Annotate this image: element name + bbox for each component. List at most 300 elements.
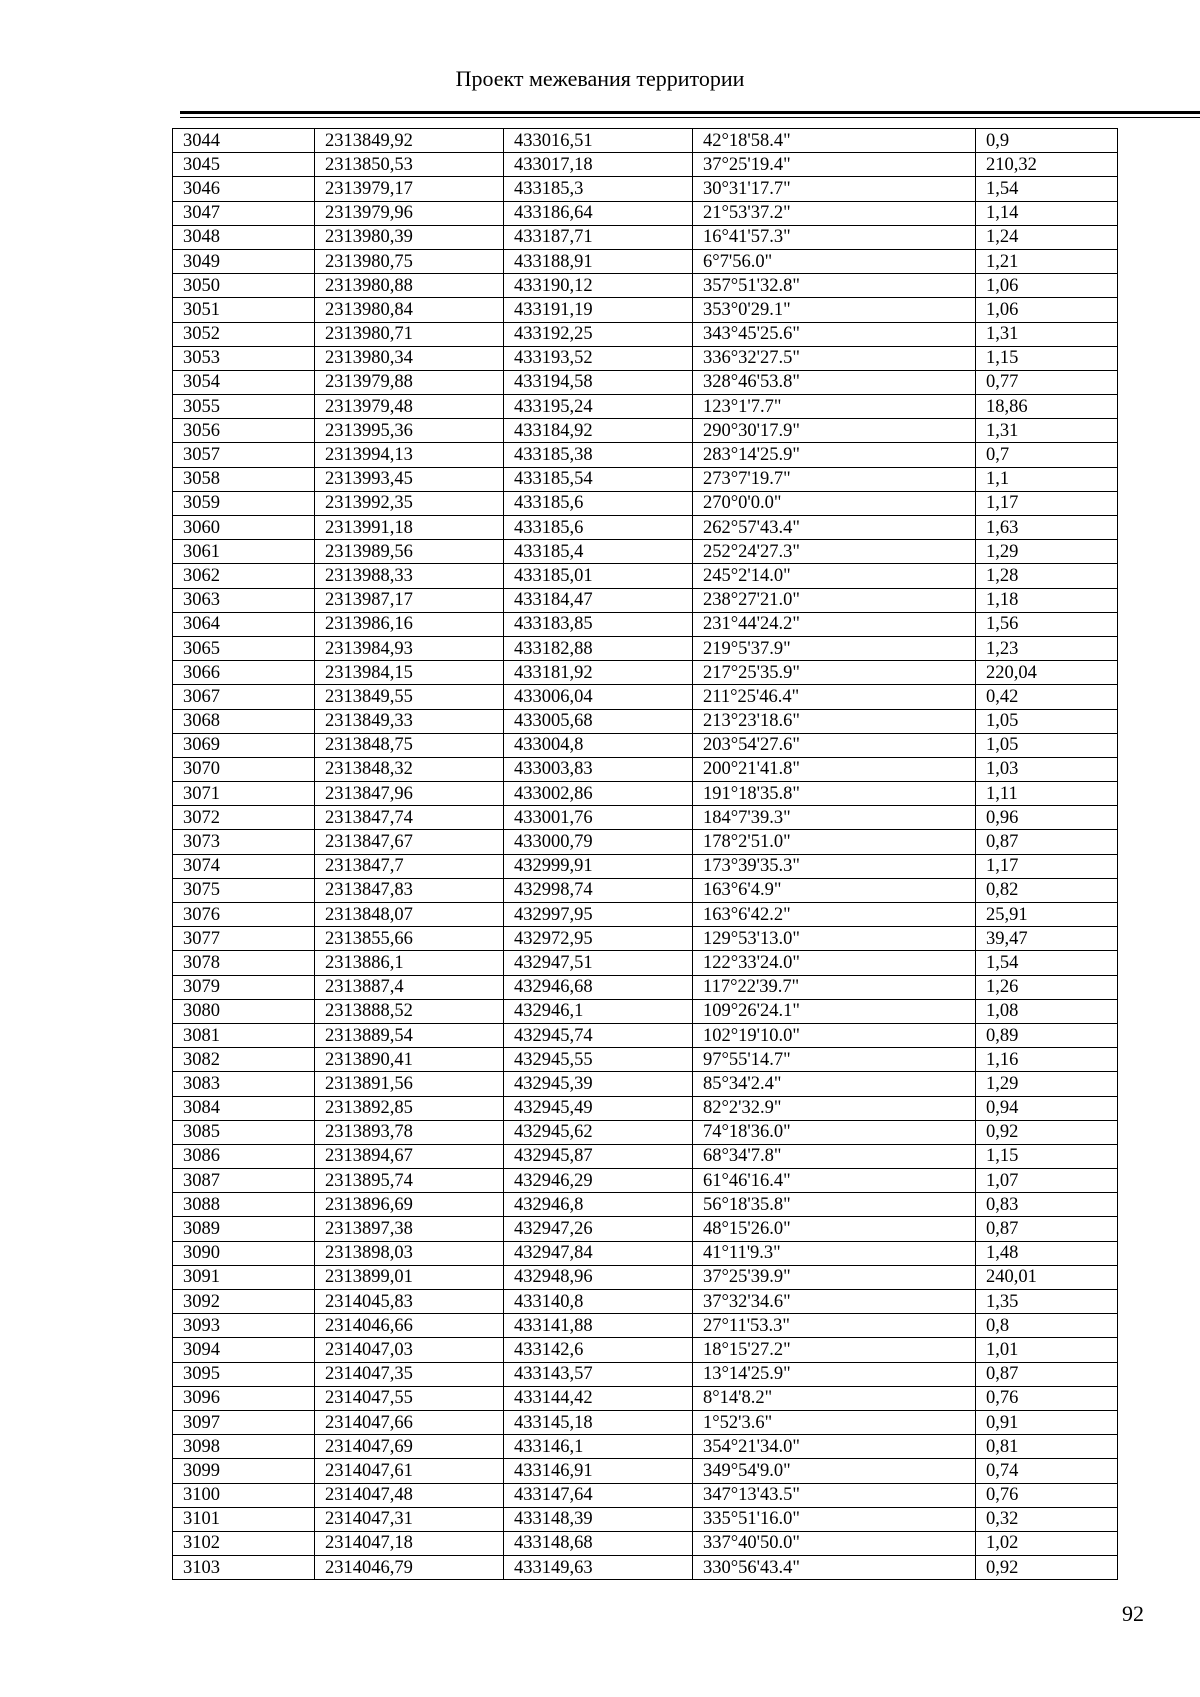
distance-cell: 1,29	[976, 540, 1118, 564]
distance-cell: 0,82	[976, 878, 1118, 902]
y-coordinate-cell: 432947,84	[504, 1241, 693, 1265]
point-number-cell: 3083	[173, 1072, 315, 1096]
direction-angle-cell: 283°14'25.9"	[693, 443, 976, 467]
distance-cell: 0,89	[976, 1023, 1118, 1047]
point-number-cell: 3098	[173, 1435, 315, 1459]
point-number-cell: 3080	[173, 999, 315, 1023]
distance-cell: 1,16	[976, 1048, 1118, 1072]
direction-angle-cell: 16°41'57.3"	[693, 225, 976, 249]
distance-cell: 0,92	[976, 1120, 1118, 1144]
table-row	[173, 1386, 1118, 1410]
table-row	[173, 806, 1118, 830]
y-coordinate-cell: 432945,49	[504, 1096, 693, 1120]
y-coordinate-cell: 433183,85	[504, 612, 693, 636]
direction-angle-cell: 68°34'7.8"	[693, 1144, 976, 1168]
x-coordinate-cell: 2313989,56	[315, 540, 504, 564]
y-coordinate-cell: 433142,6	[504, 1338, 693, 1362]
distance-cell: 0,87	[976, 1362, 1118, 1386]
direction-angle-cell: 85°34'2.4"	[693, 1072, 976, 1096]
direction-angle-cell: 336°32'27.5"	[693, 346, 976, 370]
y-coordinate-cell: 433146,91	[504, 1459, 693, 1483]
table-row	[173, 733, 1118, 757]
direction-angle-cell: 349°54'9.0"	[693, 1459, 976, 1483]
distance-cell: 1,07	[976, 1169, 1118, 1193]
direction-angle-cell: 37°32'34.6"	[693, 1290, 976, 1314]
distance-cell: 1,17	[976, 491, 1118, 515]
table-row	[173, 1483, 1118, 1507]
x-coordinate-cell: 2313890,41	[315, 1048, 504, 1072]
point-number-cell: 3065	[173, 636, 315, 660]
y-coordinate-cell: 432947,51	[504, 951, 693, 975]
direction-angle-cell: 61°46'16.4"	[693, 1169, 976, 1193]
x-coordinate-cell: 2313995,36	[315, 419, 504, 443]
y-coordinate-cell: 432945,39	[504, 1072, 693, 1096]
table-row	[173, 951, 1118, 975]
table-row	[173, 346, 1118, 370]
point-number-cell: 3068	[173, 709, 315, 733]
x-coordinate-cell: 2314047,31	[315, 1507, 504, 1531]
y-coordinate-cell: 433006,04	[504, 685, 693, 709]
y-coordinate-cell: 433145,18	[504, 1410, 693, 1434]
table-row	[173, 1556, 1118, 1580]
table-row	[173, 1531, 1118, 1555]
coordinates-table	[172, 128, 1118, 1580]
y-coordinate-cell: 433185,6	[504, 491, 693, 515]
point-number-cell: 3071	[173, 782, 315, 806]
x-coordinate-cell: 2313847,67	[315, 830, 504, 854]
y-coordinate-cell: 433187,71	[504, 225, 693, 249]
distance-cell: 0,96	[976, 806, 1118, 830]
direction-angle-cell: 290°30'17.9"	[693, 419, 976, 443]
x-coordinate-cell: 2313993,45	[315, 467, 504, 491]
y-coordinate-cell: 432946,8	[504, 1193, 693, 1217]
y-coordinate-cell: 432945,74	[504, 1023, 693, 1047]
x-coordinate-cell: 2313849,55	[315, 685, 504, 709]
direction-angle-cell: 328°46'53.8"	[693, 370, 976, 394]
point-number-cell: 3048	[173, 225, 315, 249]
y-coordinate-cell: 433190,12	[504, 274, 693, 298]
y-coordinate-cell: 433149,63	[504, 1556, 693, 1580]
direction-angle-cell: 48°15'26.0"	[693, 1217, 976, 1241]
x-coordinate-cell: 2313980,34	[315, 346, 504, 370]
distance-cell: 1,15	[976, 346, 1118, 370]
direction-angle-cell: 335°51'16.0"	[693, 1507, 976, 1531]
y-coordinate-cell: 432998,74	[504, 878, 693, 902]
distance-cell: 1,06	[976, 274, 1118, 298]
y-coordinate-cell: 432948,96	[504, 1265, 693, 1289]
point-number-cell: 3096	[173, 1386, 315, 1410]
point-number-cell: 3103	[173, 1556, 315, 1580]
point-number-cell: 3045	[173, 153, 315, 177]
distance-cell: 1,05	[976, 733, 1118, 757]
distance-cell: 1,54	[976, 951, 1118, 975]
point-number-cell: 3057	[173, 443, 315, 467]
y-coordinate-cell: 432972,95	[504, 927, 693, 951]
direction-angle-cell: 6°7'56.0"	[693, 249, 976, 273]
table-row	[173, 177, 1118, 201]
point-number-cell: 3050	[173, 274, 315, 298]
point-number-cell: 3079	[173, 975, 315, 999]
y-coordinate-cell: 433001,76	[504, 806, 693, 830]
direction-angle-cell: 219°5'37.9"	[693, 636, 976, 660]
x-coordinate-cell: 2313847,74	[315, 806, 504, 830]
distance-cell: 220,04	[976, 661, 1118, 685]
table-row	[173, 516, 1118, 540]
x-coordinate-cell: 2313893,78	[315, 1120, 504, 1144]
table-row	[173, 612, 1118, 636]
x-coordinate-cell: 2313888,52	[315, 999, 504, 1023]
point-number-cell: 3046	[173, 177, 315, 201]
y-coordinate-cell: 433182,88	[504, 636, 693, 660]
x-coordinate-cell: 2313849,33	[315, 709, 504, 733]
direction-angle-cell: 37°25'39.9"	[693, 1265, 976, 1289]
x-coordinate-cell: 2313899,01	[315, 1265, 504, 1289]
point-number-cell: 3049	[173, 249, 315, 273]
y-coordinate-cell: 433188,91	[504, 249, 693, 273]
point-number-cell: 3054	[173, 370, 315, 394]
distance-cell: 1,48	[976, 1241, 1118, 1265]
direction-angle-cell: 357°51'32.8"	[693, 274, 976, 298]
direction-angle-cell: 123°1'7.7"	[693, 395, 976, 419]
x-coordinate-cell: 2313980,71	[315, 322, 504, 346]
x-coordinate-cell: 2313889,54	[315, 1023, 504, 1047]
direction-angle-cell: 184°7'39.3"	[693, 806, 976, 830]
point-number-cell: 3075	[173, 878, 315, 902]
table-row	[173, 1096, 1118, 1120]
distance-cell: 1,54	[976, 177, 1118, 201]
distance-cell: 0,8	[976, 1314, 1118, 1338]
table-row	[173, 1169, 1118, 1193]
table-row	[173, 1144, 1118, 1168]
distance-cell: 1,21	[976, 249, 1118, 273]
table-row	[173, 564, 1118, 588]
y-coordinate-cell: 433195,24	[504, 395, 693, 419]
point-number-cell: 3055	[173, 395, 315, 419]
direction-angle-cell: 343°45'25.6"	[693, 322, 976, 346]
distance-cell: 0,32	[976, 1507, 1118, 1531]
table-row	[173, 153, 1118, 177]
y-coordinate-cell: 433193,52	[504, 346, 693, 370]
table-row	[173, 975, 1118, 999]
y-coordinate-cell: 432946,1	[504, 999, 693, 1023]
distance-cell: 18,86	[976, 395, 1118, 419]
direction-angle-cell: 8°14'8.2"	[693, 1386, 976, 1410]
distance-cell: 0,9	[976, 129, 1118, 153]
table-row	[173, 249, 1118, 273]
y-coordinate-cell: 432946,29	[504, 1169, 693, 1193]
direction-angle-cell: 102°19'10.0"	[693, 1023, 976, 1047]
point-number-cell: 3094	[173, 1338, 315, 1362]
y-coordinate-cell: 433003,83	[504, 757, 693, 781]
y-coordinate-cell: 433186,64	[504, 201, 693, 225]
point-number-cell: 3081	[173, 1023, 315, 1047]
point-number-cell: 3058	[173, 467, 315, 491]
y-coordinate-cell: 433005,68	[504, 709, 693, 733]
point-number-cell: 3067	[173, 685, 315, 709]
point-number-cell: 3073	[173, 830, 315, 854]
direction-angle-cell: 273°7'19.7"	[693, 467, 976, 491]
direction-angle-cell: 213°23'18.6"	[693, 709, 976, 733]
distance-cell: 1,23	[976, 636, 1118, 660]
y-coordinate-cell: 432945,55	[504, 1048, 693, 1072]
direction-angle-cell: 21°53'37.2"	[693, 201, 976, 225]
distance-cell: 0,92	[976, 1556, 1118, 1580]
distance-cell: 0,87	[976, 830, 1118, 854]
distance-cell: 1,28	[976, 564, 1118, 588]
x-coordinate-cell: 2313894,67	[315, 1144, 504, 1168]
direction-angle-cell: 200°21'41.8"	[693, 757, 976, 781]
table-row	[173, 927, 1118, 951]
direction-angle-cell: 18°15'27.2"	[693, 1338, 976, 1362]
x-coordinate-cell: 2314047,61	[315, 1459, 504, 1483]
table-row	[173, 636, 1118, 660]
table-row	[173, 854, 1118, 878]
direction-angle-cell: 191°18'35.8"	[693, 782, 976, 806]
y-coordinate-cell: 433185,54	[504, 467, 693, 491]
direction-angle-cell: 163°6'4.9"	[693, 878, 976, 902]
point-number-cell: 3099	[173, 1459, 315, 1483]
table-row	[173, 467, 1118, 491]
direction-angle-cell: 1°52'3.6"	[693, 1410, 976, 1434]
point-number-cell: 3051	[173, 298, 315, 322]
point-number-cell: 3091	[173, 1265, 315, 1289]
x-coordinate-cell: 2313848,75	[315, 733, 504, 757]
distance-cell: 0,81	[976, 1435, 1118, 1459]
distance-cell: 0,74	[976, 1459, 1118, 1483]
x-coordinate-cell: 2313849,92	[315, 129, 504, 153]
point-number-cell: 3059	[173, 491, 315, 515]
y-coordinate-cell: 433185,6	[504, 516, 693, 540]
x-coordinate-cell: 2313891,56	[315, 1072, 504, 1096]
x-coordinate-cell: 2313848,32	[315, 757, 504, 781]
direction-angle-cell: 122°33'24.0"	[693, 951, 976, 975]
table-row	[173, 395, 1118, 419]
x-coordinate-cell: 2313994,13	[315, 443, 504, 467]
direction-angle-cell: 97°55'14.7"	[693, 1048, 976, 1072]
y-coordinate-cell: 433017,18	[504, 153, 693, 177]
x-coordinate-cell: 2313895,74	[315, 1169, 504, 1193]
y-coordinate-cell: 433140,8	[504, 1290, 693, 1314]
point-number-cell: 3093	[173, 1314, 315, 1338]
table-row	[173, 1410, 1118, 1434]
point-number-cell: 3092	[173, 1290, 315, 1314]
x-coordinate-cell: 2313979,96	[315, 201, 504, 225]
x-coordinate-cell: 2313979,17	[315, 177, 504, 201]
header-rule-thin	[180, 117, 1200, 118]
point-number-cell: 3077	[173, 927, 315, 951]
table-row	[173, 1193, 1118, 1217]
x-coordinate-cell: 2313980,88	[315, 274, 504, 298]
x-coordinate-cell: 2313847,96	[315, 782, 504, 806]
y-coordinate-cell: 433185,01	[504, 564, 693, 588]
direction-angle-cell: 82°2'32.9"	[693, 1096, 976, 1120]
x-coordinate-cell: 2314047,48	[315, 1483, 504, 1507]
table-row	[173, 1120, 1118, 1144]
x-coordinate-cell: 2313992,35	[315, 491, 504, 515]
direction-angle-cell: 163°6'42.2"	[693, 903, 976, 927]
point-number-cell: 3060	[173, 516, 315, 540]
table-row	[173, 1507, 1118, 1531]
distance-cell: 1,29	[976, 1072, 1118, 1096]
distance-cell: 1,1	[976, 467, 1118, 491]
x-coordinate-cell: 2313979,48	[315, 395, 504, 419]
table-row	[173, 370, 1118, 394]
table-row	[173, 685, 1118, 709]
x-coordinate-cell: 2313847,83	[315, 878, 504, 902]
distance-cell: 0,87	[976, 1217, 1118, 1241]
point-number-cell: 3101	[173, 1507, 315, 1531]
y-coordinate-cell: 433185,3	[504, 177, 693, 201]
table-row	[173, 878, 1118, 902]
point-number-cell: 3097	[173, 1410, 315, 1434]
table-row	[173, 419, 1118, 443]
table-row	[173, 1338, 1118, 1362]
direction-angle-cell: 262°57'43.4"	[693, 516, 976, 540]
table-row	[173, 322, 1118, 346]
distance-cell: 39,47	[976, 927, 1118, 951]
y-coordinate-cell: 433184,92	[504, 419, 693, 443]
point-number-cell: 3064	[173, 612, 315, 636]
y-coordinate-cell: 433147,64	[504, 1483, 693, 1507]
y-coordinate-cell: 433185,38	[504, 443, 693, 467]
distance-cell: 1,17	[976, 854, 1118, 878]
direction-angle-cell: 270°0'0.0"	[693, 491, 976, 515]
y-coordinate-cell: 432947,26	[504, 1217, 693, 1241]
coordinates-table-body	[173, 129, 1118, 1580]
y-coordinate-cell: 433146,1	[504, 1435, 693, 1459]
distance-cell: 240,01	[976, 1265, 1118, 1289]
direction-angle-cell: 178°2'51.0"	[693, 830, 976, 854]
distance-cell: 0,76	[976, 1483, 1118, 1507]
point-number-cell: 3102	[173, 1531, 315, 1555]
y-coordinate-cell: 432945,87	[504, 1144, 693, 1168]
direction-angle-cell: 109°26'24.1"	[693, 999, 976, 1023]
x-coordinate-cell: 2313887,4	[315, 975, 504, 999]
table-row	[173, 1048, 1118, 1072]
x-coordinate-cell: 2314045,83	[315, 1290, 504, 1314]
point-number-cell: 3089	[173, 1217, 315, 1241]
distance-cell: 1,31	[976, 419, 1118, 443]
point-number-cell: 3047	[173, 201, 315, 225]
table-row	[173, 1459, 1118, 1483]
table-row	[173, 540, 1118, 564]
x-coordinate-cell: 2314047,69	[315, 1435, 504, 1459]
direction-angle-cell: 27°11'53.3"	[693, 1314, 976, 1338]
y-coordinate-cell: 433191,19	[504, 298, 693, 322]
x-coordinate-cell: 2313987,17	[315, 588, 504, 612]
direction-angle-cell: 30°31'17.7"	[693, 177, 976, 201]
table-row	[173, 1217, 1118, 1241]
point-number-cell: 3070	[173, 757, 315, 781]
point-number-cell: 3078	[173, 951, 315, 975]
x-coordinate-cell: 2313897,38	[315, 1217, 504, 1241]
direction-angle-cell: 129°53'13.0"	[693, 927, 976, 951]
distance-cell: 0,91	[976, 1410, 1118, 1434]
distance-cell: 0,83	[976, 1193, 1118, 1217]
direction-angle-cell: 330°56'43.4"	[693, 1556, 976, 1580]
y-coordinate-cell: 433004,8	[504, 733, 693, 757]
direction-angle-cell: 354°21'34.0"	[693, 1435, 976, 1459]
distance-cell: 1,31	[976, 322, 1118, 346]
distance-cell: 1,14	[976, 201, 1118, 225]
point-number-cell: 3044	[173, 129, 315, 153]
direction-angle-cell: 252°24'27.3"	[693, 540, 976, 564]
y-coordinate-cell: 433192,25	[504, 322, 693, 346]
y-coordinate-cell: 432945,62	[504, 1120, 693, 1144]
point-number-cell: 3072	[173, 806, 315, 830]
x-coordinate-cell: 2313984,15	[315, 661, 504, 685]
direction-angle-cell: 173°39'35.3"	[693, 854, 976, 878]
table-row	[173, 491, 1118, 515]
direction-angle-cell: 41°11'9.3"	[693, 1241, 976, 1265]
y-coordinate-cell: 433002,86	[504, 782, 693, 806]
y-coordinate-cell: 433148,68	[504, 1531, 693, 1555]
page-title: Проект межевания территории	[455, 66, 745, 91]
point-number-cell: 3090	[173, 1241, 315, 1265]
point-number-cell: 3085	[173, 1120, 315, 1144]
distance-cell: 210,32	[976, 153, 1118, 177]
y-coordinate-cell: 433185,4	[504, 540, 693, 564]
distance-cell: 1,56	[976, 612, 1118, 636]
distance-cell: 1,18	[976, 588, 1118, 612]
direction-angle-cell: 245°2'14.0"	[693, 564, 976, 588]
x-coordinate-cell: 2314047,03	[315, 1338, 504, 1362]
y-coordinate-cell: 433184,47	[504, 588, 693, 612]
distance-cell: 1,15	[976, 1144, 1118, 1168]
point-number-cell: 3061	[173, 540, 315, 564]
table-row	[173, 1435, 1118, 1459]
header-rule-thick	[180, 111, 1200, 114]
point-number-cell: 3086	[173, 1144, 315, 1168]
distance-cell: 0,76	[976, 1386, 1118, 1410]
point-number-cell: 3095	[173, 1362, 315, 1386]
distance-cell: 1,02	[976, 1531, 1118, 1555]
point-number-cell: 3088	[173, 1193, 315, 1217]
distance-cell: 1,63	[976, 516, 1118, 540]
distance-cell: 1,24	[976, 225, 1118, 249]
table-row	[173, 709, 1118, 733]
distance-cell: 0,7	[976, 443, 1118, 467]
point-number-cell: 3076	[173, 903, 315, 927]
table-row	[173, 1265, 1118, 1289]
table-row	[173, 129, 1118, 153]
point-number-cell: 3074	[173, 854, 315, 878]
x-coordinate-cell: 2313988,33	[315, 564, 504, 588]
point-number-cell: 3087	[173, 1169, 315, 1193]
x-coordinate-cell: 2314047,55	[315, 1386, 504, 1410]
direction-angle-cell: 13°14'25.9"	[693, 1362, 976, 1386]
x-coordinate-cell: 2313892,85	[315, 1096, 504, 1120]
x-coordinate-cell: 2314046,79	[315, 1556, 504, 1580]
table-row	[173, 661, 1118, 685]
distance-cell: 1,11	[976, 782, 1118, 806]
y-coordinate-cell: 432999,91	[504, 854, 693, 878]
table-row	[173, 757, 1118, 781]
y-coordinate-cell: 432946,68	[504, 975, 693, 999]
direction-angle-cell: 56°18'35.8"	[693, 1193, 976, 1217]
x-coordinate-cell: 2313980,84	[315, 298, 504, 322]
y-coordinate-cell: 433143,57	[504, 1362, 693, 1386]
page-number: 92	[1122, 1601, 1144, 1626]
y-coordinate-cell: 433141,88	[504, 1314, 693, 1338]
direction-angle-cell: 217°25'35.9"	[693, 661, 976, 685]
table-row	[173, 1241, 1118, 1265]
direction-angle-cell: 353°0'29.1"	[693, 298, 976, 322]
distance-cell: 1,05	[976, 709, 1118, 733]
x-coordinate-cell: 2313986,16	[315, 612, 504, 636]
x-coordinate-cell: 2313980,39	[315, 225, 504, 249]
x-coordinate-cell: 2314047,35	[315, 1362, 504, 1386]
